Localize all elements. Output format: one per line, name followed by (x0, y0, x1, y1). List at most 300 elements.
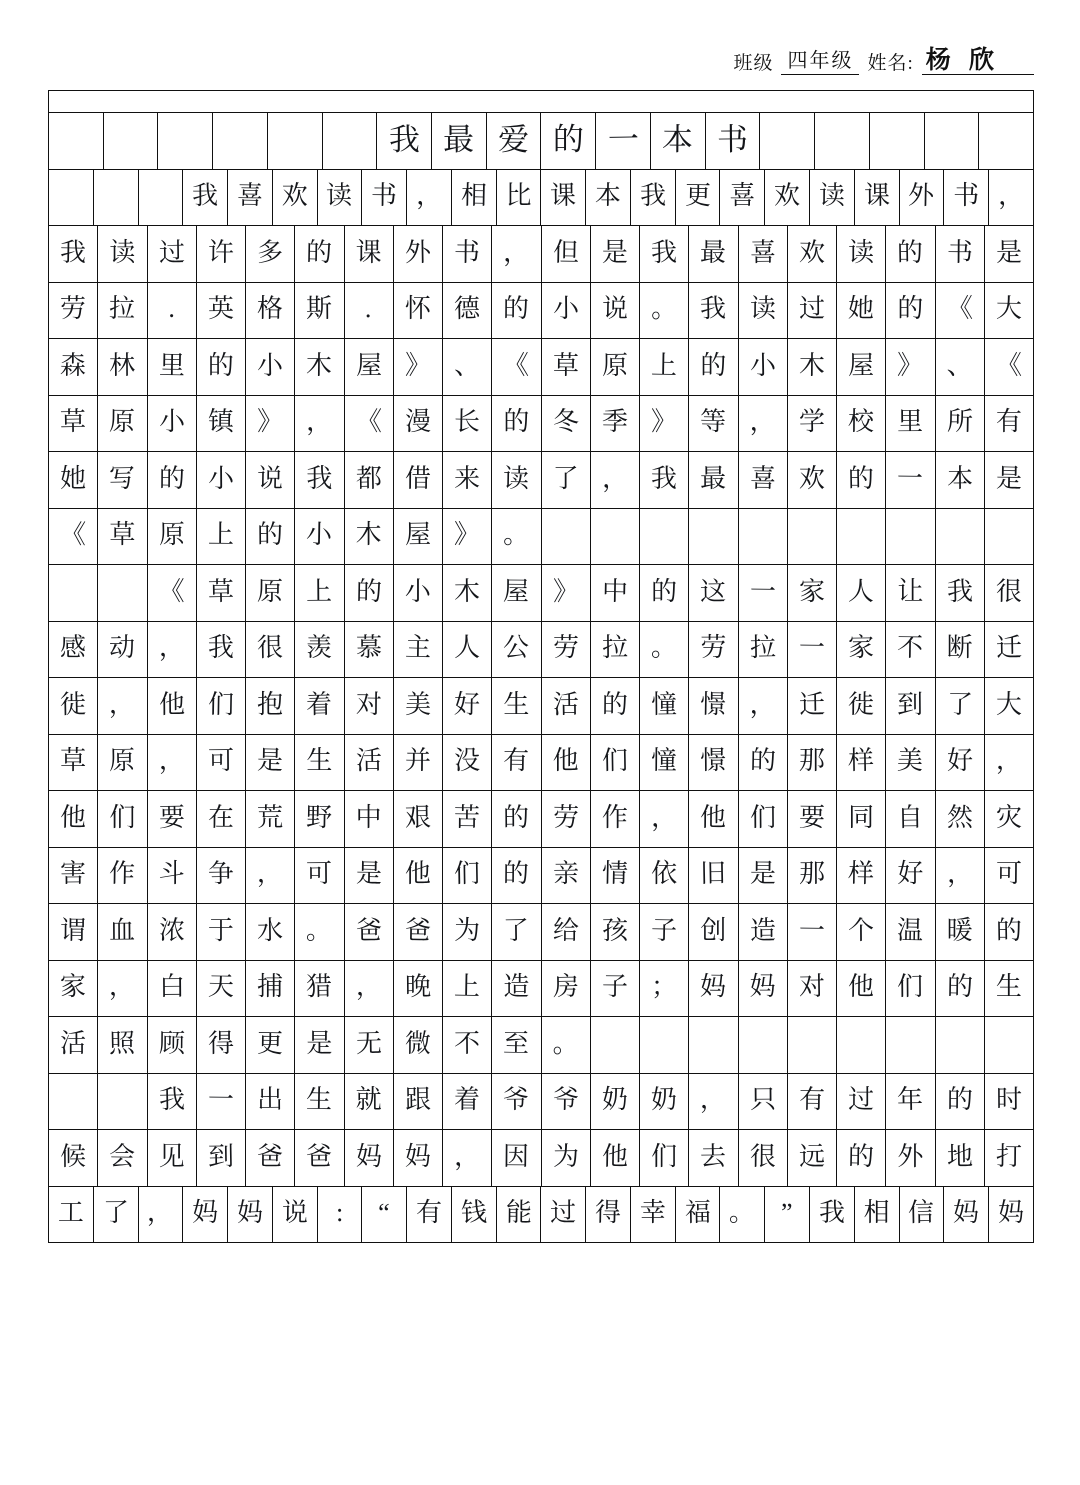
grid-cell: 喜 (739, 452, 788, 508)
grid-cell: 自 (886, 791, 935, 847)
grid-cell: 作 (98, 848, 147, 904)
grid-cell: ， (689, 1074, 738, 1130)
grid-cell: 校 (837, 396, 886, 452)
grid-cell: 妈 (944, 1187, 989, 1243)
grid-cell: 许 (197, 226, 246, 282)
grid-cell: 跟 (394, 1074, 443, 1130)
grid-cell: 着 (295, 678, 344, 734)
grid-cell: 妈 (997, 1198, 1025, 1228)
grid-cell: 更 (676, 170, 721, 226)
grid-cell: ， (148, 622, 197, 678)
grid-cell: 本 (936, 452, 985, 508)
grid-cell: 外 (886, 1130, 935, 1186)
grid-cell-empty (94, 170, 139, 226)
grid-cell: 大 (995, 689, 1022, 719)
grid-cell: 可 (995, 859, 1023, 889)
grid-cell: 造 (739, 904, 788, 960)
grid-cell: 过 (148, 226, 197, 282)
grid-cell-empty (936, 509, 985, 565)
grid-cell: 抱 (246, 678, 295, 734)
grid-cell: 苦 (443, 791, 492, 847)
grid-cell: 上 (443, 961, 492, 1017)
grid-cell: 原 (246, 565, 295, 621)
grid-cell: 。 (720, 1187, 765, 1243)
grid-cell-empty (591, 509, 640, 565)
grid-cell: 孩 (591, 904, 640, 960)
grid-cell: : (318, 1187, 363, 1243)
grid-cell: 读 (318, 170, 363, 226)
grid-cell: 同 (837, 791, 886, 847)
grid-cell-empty (640, 1017, 689, 1073)
grid-cell: 奶 (640, 1074, 689, 1130)
grid-cell: 去 (689, 1130, 738, 1186)
grid-cell: 本 (586, 170, 631, 226)
grid-cell: 草 (542, 339, 591, 395)
grid-cell: 那 (788, 735, 837, 791)
grid-cell: 的 (345, 565, 394, 621)
grid-cell: 。 (542, 1017, 591, 1073)
grid-row (49, 452, 1033, 509)
grid-cell-empty (815, 113, 870, 169)
grid-cell: 我 (689, 283, 738, 339)
grid-cell: 公 (492, 622, 541, 678)
grid-cell-empty (323, 113, 378, 169)
grid-cell: 微 (394, 1017, 443, 1073)
grid-cell: 能 (497, 1187, 542, 1243)
grid-cell-empty (542, 509, 591, 565)
grid-cell: 上 (640, 339, 689, 395)
grid-cell: 写 (98, 452, 147, 508)
grid-cell: 他 (394, 848, 443, 904)
grid-row (49, 283, 1033, 340)
grid-cell: 出 (246, 1074, 295, 1130)
grid-cell: 艰 (394, 791, 443, 847)
grid-cell: 我 (631, 170, 676, 226)
grid-cell: 生 (995, 972, 1022, 1002)
grid-cell: 人 (837, 565, 886, 621)
grid-cell: 的 (837, 452, 886, 508)
grid-cell: ， (997, 181, 1025, 211)
grid-cell: 中 (591, 565, 640, 621)
grid-cell-empty (49, 1074, 98, 1130)
grid-cell: 书 (936, 226, 985, 282)
grid-cell: 德 (443, 283, 492, 339)
grid-cell: 好 (886, 848, 935, 904)
grid-cell: 候 (49, 1130, 98, 1186)
grid-cell: ， (739, 678, 788, 734)
grid-cell: 比 (497, 170, 542, 226)
grid-cell: 温 (886, 904, 935, 960)
grid-row (49, 509, 1033, 566)
grid-cell: 的 (936, 1074, 985, 1130)
grid-cell: 年 (886, 1074, 935, 1130)
grid-cell: 亲 (542, 848, 591, 904)
grid-cell: 爸 (246, 1130, 295, 1186)
grid-cell: 时 (995, 1085, 1022, 1115)
grid-cell: 他 (49, 791, 98, 847)
grid-cell: 的 (492, 848, 541, 904)
grid-cell: 她 (49, 452, 98, 508)
grid-cell-empty (213, 113, 268, 169)
grid-cell: 他 (689, 791, 738, 847)
grid-cell: 林 (98, 339, 147, 395)
grid-cell: 原 (98, 396, 147, 452)
grid-row (49, 396, 1033, 453)
grid-cell-empty (640, 509, 689, 565)
grid-cell: 小 (246, 339, 295, 395)
grid-cell: 憧 (640, 678, 689, 734)
grid-cell: 爷 (492, 1074, 541, 1130)
grid-cell: 并 (394, 735, 443, 791)
grid-row (49, 170, 1033, 227)
grid-cell: 读 (492, 452, 541, 508)
grid-cell: . (345, 283, 394, 339)
grid-cell: 我 (295, 452, 344, 508)
grid-cell: 天 (197, 961, 246, 1017)
grid-cell: 说 (273, 1187, 318, 1243)
grid-row (49, 904, 1033, 961)
grid-cell: 断 (936, 622, 985, 678)
grid-cell-empty (886, 509, 935, 565)
grid-cell-empty (985, 509, 1033, 565)
grid-cell: 然 (936, 791, 985, 847)
grid-cell: 们 (886, 961, 935, 1017)
grid-cell: 学 (788, 396, 837, 452)
grid-cell: ” (765, 1187, 810, 1243)
grid-cell: 的 (148, 452, 197, 508)
grid-cell: 喜 (228, 170, 273, 226)
grid-cell: 人 (443, 622, 492, 678)
grid-cell: 徙 (49, 678, 98, 734)
grid-cell: ， (407, 170, 452, 226)
grid-cell: 屋 (492, 565, 541, 621)
grid-cell: 这 (689, 565, 738, 621)
grid-row (49, 113, 1033, 170)
grid-cell: 的 (886, 283, 935, 339)
grid-cell: 晚 (394, 961, 443, 1017)
grid-cell: 中 (345, 791, 394, 847)
grid-cell: 《 (148, 565, 197, 621)
grid-cell: 见 (148, 1130, 197, 1186)
grid-cell: 书 (944, 170, 989, 226)
grid-cell: 爸 (345, 904, 394, 960)
grid-cell: 很 (995, 576, 1023, 606)
grid-cell: ， (345, 961, 394, 1017)
grid-cell: 无 (345, 1017, 394, 1073)
grid-cell: 是 (246, 735, 295, 791)
grid-cell: 们 (197, 678, 246, 734)
grid-cell: 读 (739, 283, 788, 339)
grid-cell-empty (739, 1017, 788, 1073)
grid-cell: 拉 (591, 622, 640, 678)
grid-cell: 读 (810, 170, 855, 226)
grid-cell: 很 (739, 1130, 788, 1186)
grid-cell: 信 (900, 1187, 945, 1243)
grid-cell: 一 (739, 565, 788, 621)
grid-cell-empty (49, 113, 104, 169)
grid-cell: 最 (432, 113, 487, 169)
grid-cell: 过 (837, 1074, 886, 1130)
grid-cell: 猎 (295, 961, 344, 1017)
grid-cell: 我 (49, 226, 98, 282)
grid-cell: 爸 (295, 1130, 344, 1186)
grid-cell: 为 (443, 904, 492, 960)
grid-cell: 给 (542, 904, 591, 960)
grid-cell: 那 (788, 848, 837, 904)
grid-cell: 美 (886, 735, 935, 791)
grid-row (49, 678, 1033, 735)
grid-cell: 最 (689, 452, 738, 508)
grid-cell: 我 (377, 113, 432, 169)
grid-cell: 本 (651, 113, 706, 169)
grid-cell: 是 (739, 848, 788, 904)
grid-cell: 他 (837, 961, 886, 1017)
grid-cell: 。 (295, 904, 344, 960)
grid-cell: 书 (706, 113, 761, 169)
grid-cell: 很 (246, 622, 295, 678)
grid-cell: 屋 (394, 509, 443, 565)
grid-cell-empty (49, 565, 98, 621)
grid-cell: 我 (640, 226, 689, 282)
grid-cell: 漫 (394, 396, 443, 452)
grid-cell: ， (739, 396, 788, 452)
grid-cell: 远 (788, 1130, 837, 1186)
grid-cell-empty (788, 1017, 837, 1073)
grid-cell: 来 (443, 452, 492, 508)
grid-cell: 小 (295, 509, 344, 565)
grid-row (49, 1187, 1033, 1244)
grid-cell: 血 (98, 904, 147, 960)
grid-cell: 子 (591, 961, 640, 1017)
grid-cell: 没 (443, 735, 492, 791)
grid-cell: 英 (197, 283, 246, 339)
grid-cell: “ (362, 1187, 407, 1243)
grid-cell: 有 (492, 735, 541, 791)
grid-cell: 等 (689, 396, 738, 452)
grid-cell-empty (98, 565, 147, 621)
grid-cell: 的 (995, 915, 1023, 945)
grid-cell: 妈 (739, 961, 788, 1017)
grid-cell: 爷 (542, 1074, 591, 1130)
grid-cell: 欢 (788, 452, 837, 508)
grid-cell: 小 (542, 283, 591, 339)
grid-cell: 里 (148, 339, 197, 395)
grid-cell: 幸 (631, 1187, 676, 1243)
grid-cell: 的 (197, 339, 246, 395)
grid-cell-empty (886, 1017, 935, 1073)
grid-cell: 妈 (345, 1130, 394, 1186)
grid-cell: 更 (246, 1017, 295, 1073)
grid-cell: 荒 (246, 791, 295, 847)
grid-cell: 木 (295, 339, 344, 395)
grid-cell: 活 (49, 1017, 98, 1073)
grid-cell: 的 (936, 961, 985, 1017)
grid-row-top-margin (49, 91, 1033, 113)
grid-cell: 有 (995, 407, 1022, 437)
grid-cell: 、 (443, 339, 492, 395)
grid-cell: 喜 (720, 170, 765, 226)
grid-cell: 木 (788, 339, 837, 395)
grid-cell: 爸 (394, 904, 443, 960)
grid-cell: 的 (689, 339, 738, 395)
grid-cell: 课 (855, 170, 900, 226)
grid-cell: 格 (246, 283, 295, 339)
grid-cell: 读 (98, 226, 147, 282)
grid-cell: 外 (900, 170, 945, 226)
grid-cell: 季 (591, 396, 640, 452)
grid-cell: 野 (295, 791, 344, 847)
grid-cell: 草 (49, 735, 98, 791)
class-value: 四年级 (781, 44, 859, 75)
grid-cell: 工 (49, 1187, 94, 1243)
grid-cell: 钱 (452, 1187, 497, 1243)
grid-cell: 谓 (49, 904, 98, 960)
grid-cell: 一 (596, 113, 651, 169)
grid-cell: 是 (591, 226, 640, 282)
grid-cell: 原 (148, 509, 197, 565)
grid-cell: 劳 (542, 622, 591, 678)
grid-cell: 慕 (345, 622, 394, 678)
grid-cell: 对 (345, 678, 394, 734)
grid-cell-empty (760, 113, 815, 169)
grid-cell: 个 (837, 904, 886, 960)
grid-cell: 着 (443, 1074, 492, 1130)
grid-cell: 的 (295, 226, 344, 282)
grid-cell: 动 (98, 622, 147, 678)
grid-cell: 的 (492, 283, 541, 339)
grid-cell: 、 (936, 339, 985, 395)
grid-cell: ， (139, 1187, 184, 1243)
grid-cell: 劳 (689, 622, 738, 678)
grid-cell: 感 (49, 622, 98, 678)
grid-cell: 们 (640, 1130, 689, 1186)
grid-cell: 上 (197, 509, 246, 565)
grid-cell: 捕 (246, 961, 295, 1017)
grid-cell: 生 (492, 678, 541, 734)
grid-cell: 好 (443, 678, 492, 734)
grid-cell: 们 (739, 791, 788, 847)
grid-cell: ； (640, 961, 689, 1017)
grid-cell: 了 (936, 678, 985, 734)
grid-cell: 所 (936, 396, 985, 452)
grid-cell-empty (689, 1017, 738, 1073)
grid-cell-empty (591, 1017, 640, 1073)
grid-cell: 》 (246, 396, 295, 452)
grid-cell: 小 (148, 396, 197, 452)
grid-cell: 主 (394, 622, 443, 678)
grid-cell: 借 (394, 452, 443, 508)
grid-cell-empty (985, 1017, 1033, 1073)
grid-cell: 的 (886, 226, 935, 282)
grid-cell-empty (689, 509, 738, 565)
grid-cell: 可 (295, 848, 344, 904)
grid-cell: 课 (541, 170, 586, 226)
grid-cell: 争 (197, 848, 246, 904)
grid-cell: 镇 (197, 396, 246, 452)
grid-cell: 《 (49, 509, 98, 565)
grid-cell: 样 (837, 848, 886, 904)
grid-cell: 至 (492, 1017, 541, 1073)
grid-cell: 在 (197, 791, 246, 847)
grid-cell: ， (936, 848, 985, 904)
grid-cell: 欢 (788, 226, 837, 282)
grid-cell: 我 (148, 1074, 197, 1130)
grid-cell: 不 (886, 622, 935, 678)
grid-cell: 奶 (591, 1074, 640, 1130)
grid-cell: 欢 (273, 170, 318, 226)
grid-row (49, 565, 1033, 622)
student-header (733, 44, 1034, 75)
grid-cell: 的 (640, 565, 689, 621)
grid-cell: 我 (810, 1187, 855, 1243)
grid-cell: 课 (345, 226, 394, 282)
grid-cell: 们 (98, 791, 147, 847)
grid-cell: 一 (197, 1074, 246, 1130)
grid-cell: 拉 (98, 283, 147, 339)
grid-cell: ， (148, 735, 197, 791)
grid-cell: 上 (295, 565, 344, 621)
grid-cell: 憬 (689, 735, 738, 791)
grid-cell: 活 (345, 735, 394, 791)
grid-cell: 冬 (542, 396, 591, 452)
grid-cell: ， (995, 746, 1023, 776)
grid-cell: 活 (542, 678, 591, 734)
grid-cell-empty (158, 113, 213, 169)
grid-cell: 依 (640, 848, 689, 904)
grid-cell: 暖 (936, 904, 985, 960)
grid-cell: 浓 (148, 904, 197, 960)
grid-cell: 他 (148, 678, 197, 734)
grid-cell: 木 (443, 565, 492, 621)
grid-cell: 《 (492, 339, 541, 395)
grid-cell: 。 (640, 622, 689, 678)
grid-cell: ， (443, 1130, 492, 1186)
grid-cell: 》 (542, 565, 591, 621)
grid-cell: 拉 (739, 622, 788, 678)
grid-cell: 过 (541, 1187, 586, 1243)
grid-row (49, 791, 1033, 848)
grid-cell-empty (837, 509, 886, 565)
grid-cell: 我 (936, 565, 985, 621)
grid-cell: 他 (542, 735, 591, 791)
grid-cell: 到 (886, 678, 935, 734)
grid-cell-empty (104, 113, 159, 169)
grid-cell: 妈 (689, 961, 738, 1017)
grid-cell: 地 (936, 1130, 985, 1186)
grid-cell: 《 (995, 350, 1023, 380)
grid-cell: 们 (591, 735, 640, 791)
grid-cell: 喜 (739, 226, 788, 282)
grid-cell: 她 (837, 283, 886, 339)
grid-cell: 》 (640, 396, 689, 452)
grid-cell: 家 (49, 961, 98, 1017)
grid-cell-empty (739, 509, 788, 565)
grid-cell: ， (295, 396, 344, 452)
grid-cell: 是 (295, 1017, 344, 1073)
grid-cell: 样 (837, 735, 886, 791)
grid-cell: 屋 (837, 339, 886, 395)
grid-cell: . (148, 283, 197, 339)
grid-cell: 小 (394, 565, 443, 621)
grid-cell: 但 (542, 226, 591, 282)
grid-cell: 为 (542, 1130, 591, 1186)
grid-cell: 就 (345, 1074, 394, 1130)
grid-cell: 憧 (640, 735, 689, 791)
grid-cell: 劳 (542, 791, 591, 847)
grid-cell: 里 (886, 396, 935, 452)
grid-cell: 生 (295, 1074, 344, 1130)
grid-cell: 。 (492, 509, 541, 565)
